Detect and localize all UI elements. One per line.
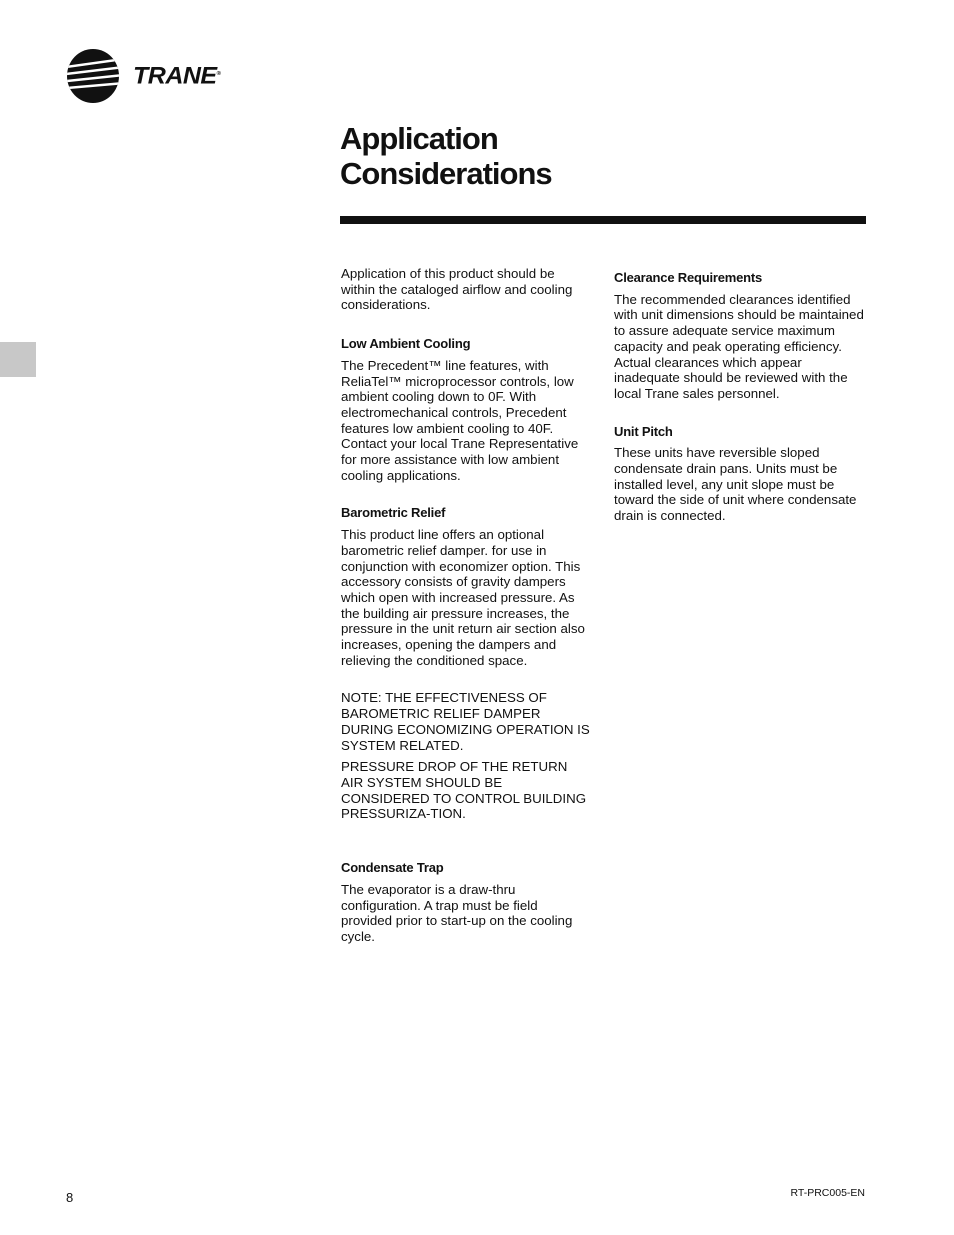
trane-wordmark — [133, 62, 221, 90]
left-column — [341, 266, 591, 945]
registered-mark: ® — [216, 70, 221, 77]
barometric-note-1: NOTE: THE EFFECTIVENESS OF BAROMETRIC RELIEF DAMPER DURING ECONOMIZING OPERATION IS SYSTEM RELATED. — [341, 690, 590, 753]
low-ambient-heading: Low Ambient Cooling — [341, 336, 471, 352]
pitch-body: These units have reversible sloped condensate drain pans. Units must be installed level, any unit slope must be toward the side of unit where condensate drain is connected. — [614, 445, 857, 524]
trane-globe-icon — [66, 48, 120, 104]
intro-paragraph: Application of this product should be within the cataloged airflow and cooling considerations. — [341, 266, 573, 313]
page-number: 8 — [66, 1190, 74, 1205]
document-code: RT-PRC005-EN — [790, 1187, 865, 1199]
condensate-body: The evaporator is a draw-thru configuration. A trap must be field provided prior to start-up on the cooling cycle. — [341, 881, 573, 944]
section-side-tab — [0, 342, 36, 377]
title-line-2: Considerations — [340, 156, 552, 191]
barometric-note-2: PRESSURE DROP OF THE RETURN AIR SYSTEM SHOULD BE CONSIDERED TO CONTROL BUILDING PRESSURIZA-TION. — [341, 759, 587, 822]
pitch-heading: Unit Pitch — [614, 423, 673, 439]
trane-logo — [66, 48, 221, 104]
clearance-body: The recommended clearances identified with unit dimensions should be maintained to assure adequate service maximum capacity and peak operating efficiency. Actual clearances which appear inadequate should be reviewed with the local Trane sales personnel. — [614, 291, 864, 401]
clearance-heading: Clearance Requirements — [614, 270, 763, 285]
low-ambient-body: The Precedent™ line features, with ReliaTel™ microprocessor controls, low ambient cooling down to 0F. With electromechanical controls, Precedent features low ambient cooling to 40F. Contact your local Trane Representative for more assistance with low ambient cooling applications. — [341, 357, 579, 483]
wordmark-text: TRANE — [133, 62, 217, 89]
title-rule — [340, 216, 866, 224]
condensate-heading: Condensate Trap — [341, 860, 444, 876]
page-title — [340, 121, 552, 191]
right-column — [614, 266, 866, 524]
barometric-body: This product line offers an optional barometric relief damper. for use in conjunction with economizer option. This accessory consists of gravity dampers which open with increased pressure. As the building air pressure increases, the pressure in the unit return air section also increases, opening the dampers and relieving the conditioned space. — [341, 527, 585, 668]
title-line-1: Application — [340, 121, 498, 156]
barometric-heading: Barometric Relief — [341, 505, 446, 521]
